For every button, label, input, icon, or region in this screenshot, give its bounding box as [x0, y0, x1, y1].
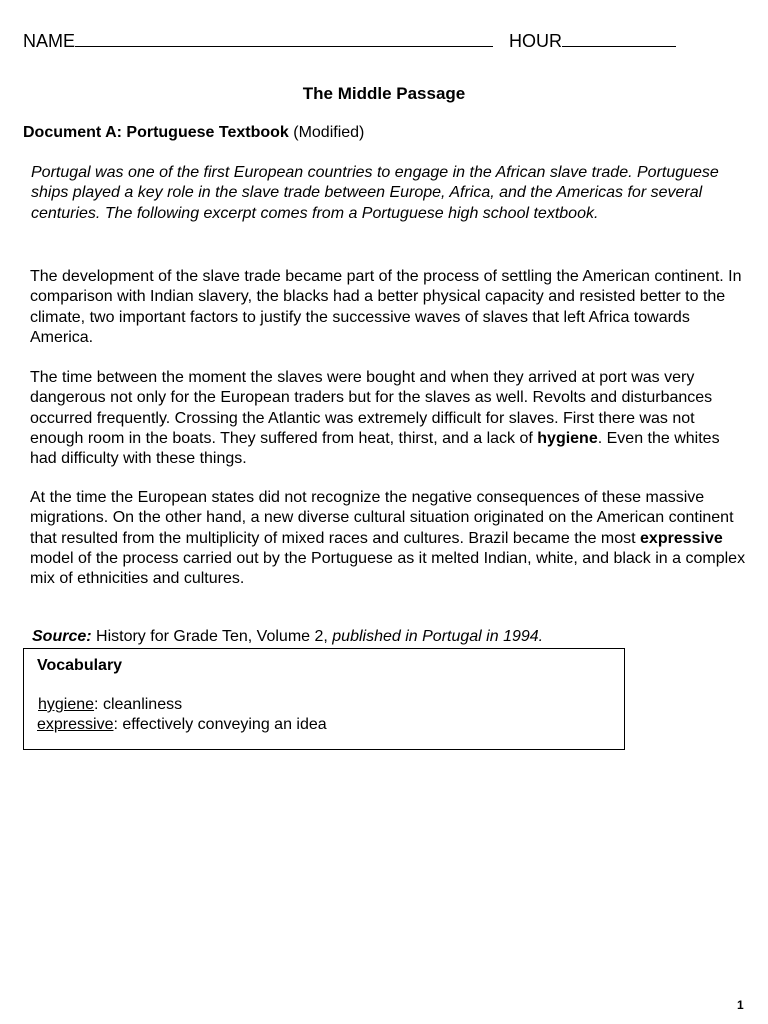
vocabulary-box [23, 648, 625, 750]
hour-label: HOUR [509, 31, 563, 51]
paragraph-2-text-b: . Even the whites had difficulty with these things. [30, 429, 720, 468]
paragraph-3-text-a: At the time the European states did not recognize the negative consequences of these massive migrations. On the other hand, a new diverse cultural situation originated on the American continent that resulted from the multiplicity of mixed races and cultures. Brazil became the most [30, 489, 734, 547]
document-heading-note: (Modified) [288, 124, 365, 141]
name-blank-line [75, 28, 493, 47]
document-heading-bold: Document A: Portuguese Textbook [23, 124, 289, 141]
vocabulary-term: hygiene [38, 696, 95, 713]
vocabulary-definition: : cleanliness [94, 696, 183, 713]
vocabulary-term: expressive [37, 716, 114, 733]
intro-paragraph: Portugal was one of the first European countries to engage in the African slave trade. Portuguese ships played a key role in the slave trade between Europe, Africa, and the Americas for several centuries. The following excerpt comes from a Portuguese high school textbook. [31, 164, 719, 222]
document-heading [23, 124, 364, 142]
vocabulary-title: Vocabulary [37, 657, 123, 674]
page-title: The Middle Passage [302, 84, 466, 103]
vocabulary-definition: : effectively conveying an idea [113, 716, 327, 733]
paragraph-2-bold-term: hygiene [537, 429, 598, 447]
source-text: History for Grade Ten, Volume 2, [91, 628, 333, 645]
hour-blank-line [562, 28, 676, 47]
name-label: NAME [23, 31, 76, 51]
paragraph-2-text-a: The time between the moment the slaves were bought and when they arrived at port was very dangerous not only for the European traders but for the slaves as well. Revolts and disturbances occurred frequently. Crossing the Atlantic was extremely difficult for slaves. First there was not enough room in the boats. They suffered from heat, thirst, and a lack of [30, 369, 713, 447]
paragraph-1: The development of the slave trade became part of the process of settling the American continent. In comparison with Indian slavery, the blacks had a better physical capacity and resisted better to the climate, two important factors to justify the successive waves of slaves that left Africa towards America. [30, 268, 742, 346]
vocabulary-item [37, 716, 327, 734]
source-citation [32, 628, 543, 646]
paragraph-3-bold-term: expressive [640, 529, 723, 547]
header-row [23, 28, 676, 52]
vocabulary-item [38, 696, 182, 714]
paragraph-3 [30, 488, 746, 589]
paragraph-3-text-b: model of the process carried out by the Portuguese as it melted Indian, white, and black in a complex mix of ethnicities and cultures. [30, 549, 746, 588]
paragraph-2 [30, 368, 746, 469]
source-label: Source: [32, 628, 92, 645]
page-number: 1 [737, 998, 744, 1012]
source-italic: published in Portugal in 1994. [332, 628, 544, 645]
